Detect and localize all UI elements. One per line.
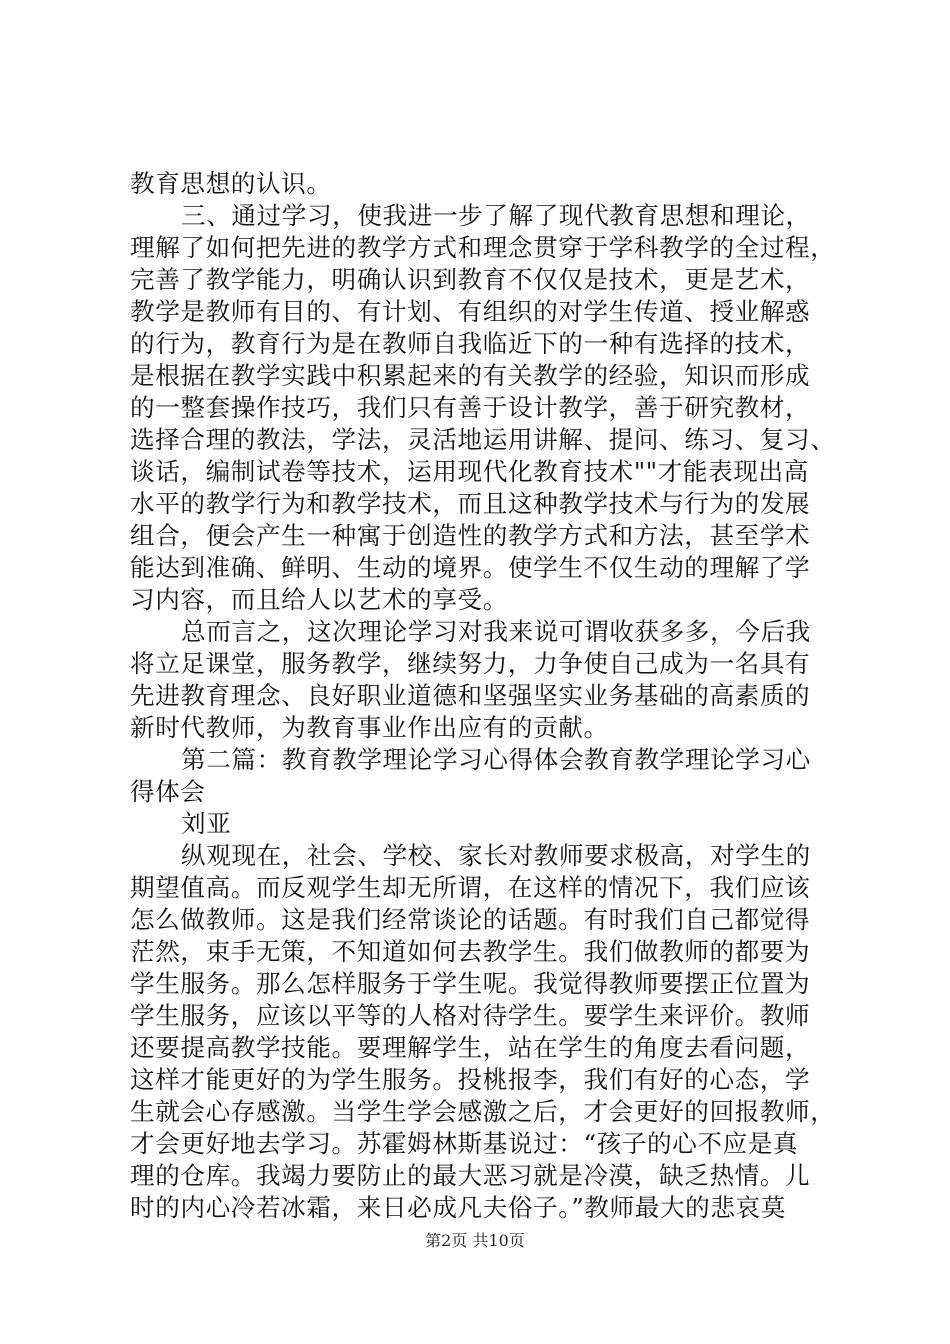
text-line: 是根据在教学实践中积累起来的有关教学的经验，知识而形成 [130,361,811,390]
text-line: 理解了如何把先进的教学方式和理念贯穿于学科教学的全过程， [130,233,836,262]
text-line: 纵观现在，社会、学校、家长对教师要求极高，对学生的 [181,841,811,870]
text-line: 的一整套操作技巧，我们只有善于设计教学，善于研究教材， [130,393,811,422]
text-line: 水平的教学行为和教学技术，而且这种教学技术与行为的发展 [130,489,811,518]
text-line: 才会更好地去学习。苏霍姆林斯基说过：“孩子的心不应是真 [130,1129,799,1158]
text-line: 还要提高教学技能。要理解学生，站在学生的角度去看问题， [130,1033,811,1062]
text-line: 的行为，教育行为是在教师自我临近下的一种有选择的技术， [130,329,811,358]
text-line: 三、通过学习，使我进一步了解了现代教育思想和理论， [181,201,811,230]
text-line: 学生服务。那么怎样服务于学生呢。我觉得教师要摆正位置为 [130,969,811,998]
text-line: 新时代教师，为教育事业作出应有的贡献。 [130,713,609,742]
text-line: 怎么做教师。这是我们经常谈论的话题。有时我们自己都觉得 [130,905,811,934]
document-body [130,168,840,1224]
text-line: 时的内心冷若冰霜，来日必成凡夫俗子。”教师最大的悲哀莫 [130,1193,786,1222]
text-line: 教学是教师有目的、有计划、有组织的对学生传道、授业解惑 [130,297,811,326]
text-line: 教育思想的认识。 [130,169,332,198]
text-line: 生就会心存感激。当学生学会感激之后，才会更好的回报教师， [130,1097,836,1126]
section-heading: 第二篇：教育教学理论学习心得体会教育教学理论学习心 [181,745,811,774]
text-line: 能达到准确、鲜明、生动的境界。使学生不仅生动的理解了学 [130,553,811,582]
text-line: 将立足课堂，服务教学，继续努力，力争使自己成为一名具有 [130,649,811,678]
text-line: 谈话，编制试卷等技术，运用现代化教育技术""才能表现出高 [130,457,809,486]
text-line: 学生服务，应该以平等的人格对待学生。要学生来评价。教师 [130,1001,811,1030]
text-line: 完善了教学能力，明确认识到教育不仅仅是技术，更是艺术， [130,265,811,294]
section-heading-continued: 得体会 [130,777,206,806]
text-line: 这样才能更好的为学生服务。投桃报李，我们有好的心态，学 [130,1065,811,1094]
text-line: 期望值高。而反观学生却无所谓，在这样的情况下，我们应该 [130,873,811,902]
text-line: 总而言之，这次理论学习对我来说可谓收获多多，今后我 [181,617,811,646]
text-line: 先进教育理念、良好职业道德和坚强坚实业务基础的高素质的 [130,681,811,710]
text-line: 选择合理的教法，学法，灵活地运用讲解、提问、练习、复习、 [130,425,836,454]
text-line: 茫然，束手无策，不知道如何去教学生。我们做教师的都要为 [130,937,811,966]
page-number-footer: 第2页 共10页 [425,1231,525,1250]
text-line: 习内容，而且给人以艺术的享受。 [130,585,508,614]
text-line: 组合，便会产生一种寓于创造性的教学方式和方法，甚至学术 [130,521,811,550]
text-line: 理的仓库。我竭力要防止的最大恶习就是冷漠，缺乏热情。儿 [130,1161,811,1190]
author-name: 刘亚 [181,809,232,838]
